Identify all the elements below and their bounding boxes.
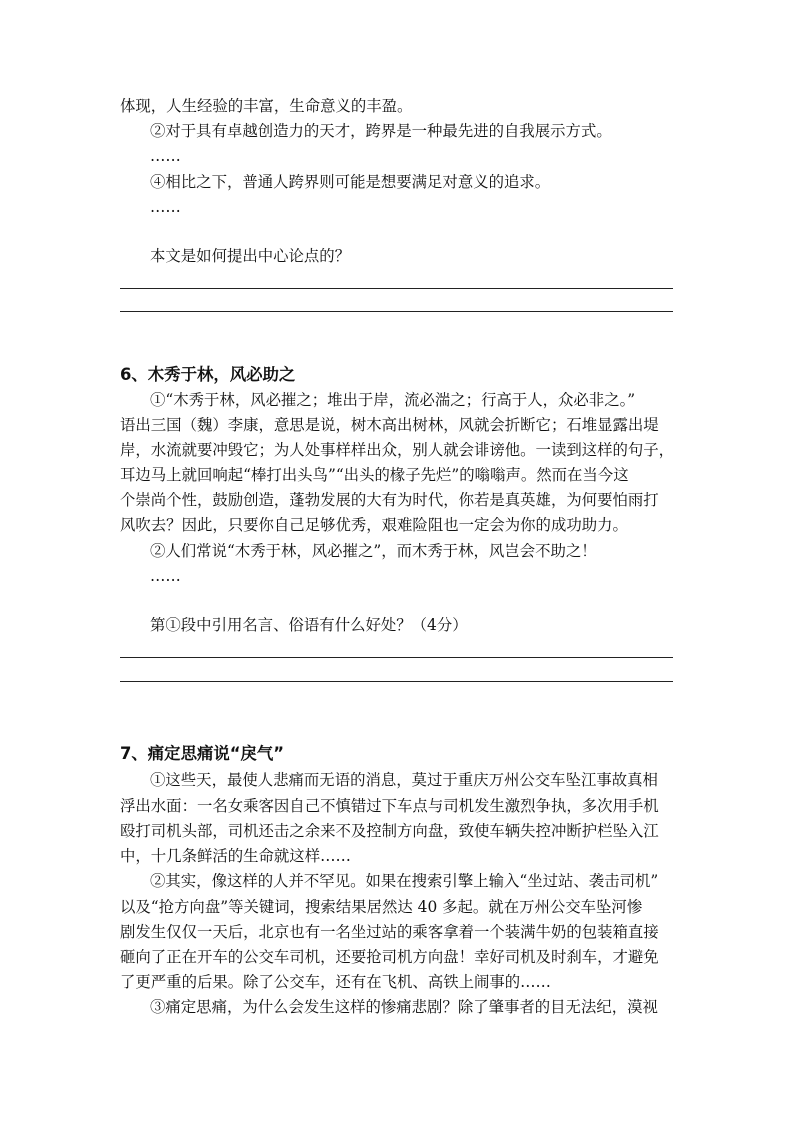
paragraph-line: 中，十几条鲜活的生命就这样…… — [120, 847, 351, 865]
paragraph-line: 以及“抢方向盘”等关键词，搜索结果居然达 40 多起。就在万州公交车坠河惨 — [120, 898, 643, 916]
section-title: 6、木秀于林，风必助之 — [120, 365, 296, 384]
paragraph-line: 风吹去？因此，只要你自己足够优秀，艰难险阻也一定会为你的成功助力。 — [120, 516, 628, 534]
answer-line — [120, 681, 673, 682]
section-title: 7、痛定思痛说“戾气” — [120, 744, 285, 763]
ellipsis-line: …… — [150, 198, 181, 216]
paragraph-line: 剧发生仅仅一天后，北京也有一名坐过站的乘客拿着一个装满牛奶的包装箱直接 — [120, 923, 659, 941]
answer-line — [120, 288, 673, 289]
paragraph-line: ②其实，像这样的人并不罕见。如果在搜索引擎上输入“坐过站、袭击司机” — [150, 872, 659, 890]
question-text: 本文是如何提出中心论点的？ — [150, 247, 351, 265]
question-text: 第①段中引用名言、俗语有什么好处？（4分） — [150, 616, 468, 634]
paragraph-line: 砸向了正在开车的公交车司机，还要抢司机方向盘！幸好司机及时刹车，才避免 — [120, 948, 659, 966]
paragraph-line: ②对于具有卓越创造力的天才，跨界是一种最先进的自我展示方式。 — [150, 122, 612, 140]
paragraph-line: ③痛定思痛，为什么会发生这样的惨痛悲剧？除了肇事者的目无法纪，漠视 — [150, 998, 658, 1016]
paragraph-line: 了更严重的后果。除了公交车，还有在飞机、高铁上闹事的…… — [120, 973, 551, 991]
paragraph-line: ①“木秀于林，风必摧之；堆出于岸，流必湍之；行高于人，众必非之。” — [150, 391, 636, 409]
paragraph-line: ①这些天，最使人悲痛而无语的消息，莫过于重庆万州公交车坠江事故真相 — [150, 771, 658, 789]
ellipsis-line: …… — [150, 147, 181, 165]
paragraph-line: 殴打司机头部，司机还击之余来不及控制方向盘，致使车辆失控冲断护栏坠入江 — [120, 822, 659, 840]
paragraph-line: 浮出水面：一名女乘客因自己不慎错过下车点与司机发生激烈争执，多次用手机 — [120, 797, 659, 815]
ellipsis-line: …… — [150, 567, 181, 585]
answer-line — [120, 311, 673, 312]
paragraph-line: 岸，水流就要冲毁它；为人处事样样出众，别人就会诽谤他。一读到这样的句子， — [120, 441, 675, 459]
answer-line — [120, 657, 673, 658]
paragraph-line: 个崇尚个性，鼓励创造，蓬勃发展的大有为时代，你若是真英雄，为何要怕雨打 — [120, 491, 659, 509]
paragraph-line: 语出三国（魏）李康，意思是说，树木高出树林，风就会折断它；石堆显露出堤 — [120, 416, 659, 434]
paragraph-line: 体现，人生经验的丰富，生命意义的丰盈。 — [120, 97, 413, 115]
paragraph-line: ④相比之下，普通人跨界则可能是想要满足对意义的追求。 — [150, 173, 551, 191]
paragraph-line: ②人们常说“木秀于林，风必摧之”，而木秀于林，风岂会不助之！ — [150, 542, 597, 560]
paragraph-line: 耳边马上就回响起“棒打出头鸟”“出头的椽子先烂”的嗡嗡声。然而在当今这 — [120, 466, 629, 484]
